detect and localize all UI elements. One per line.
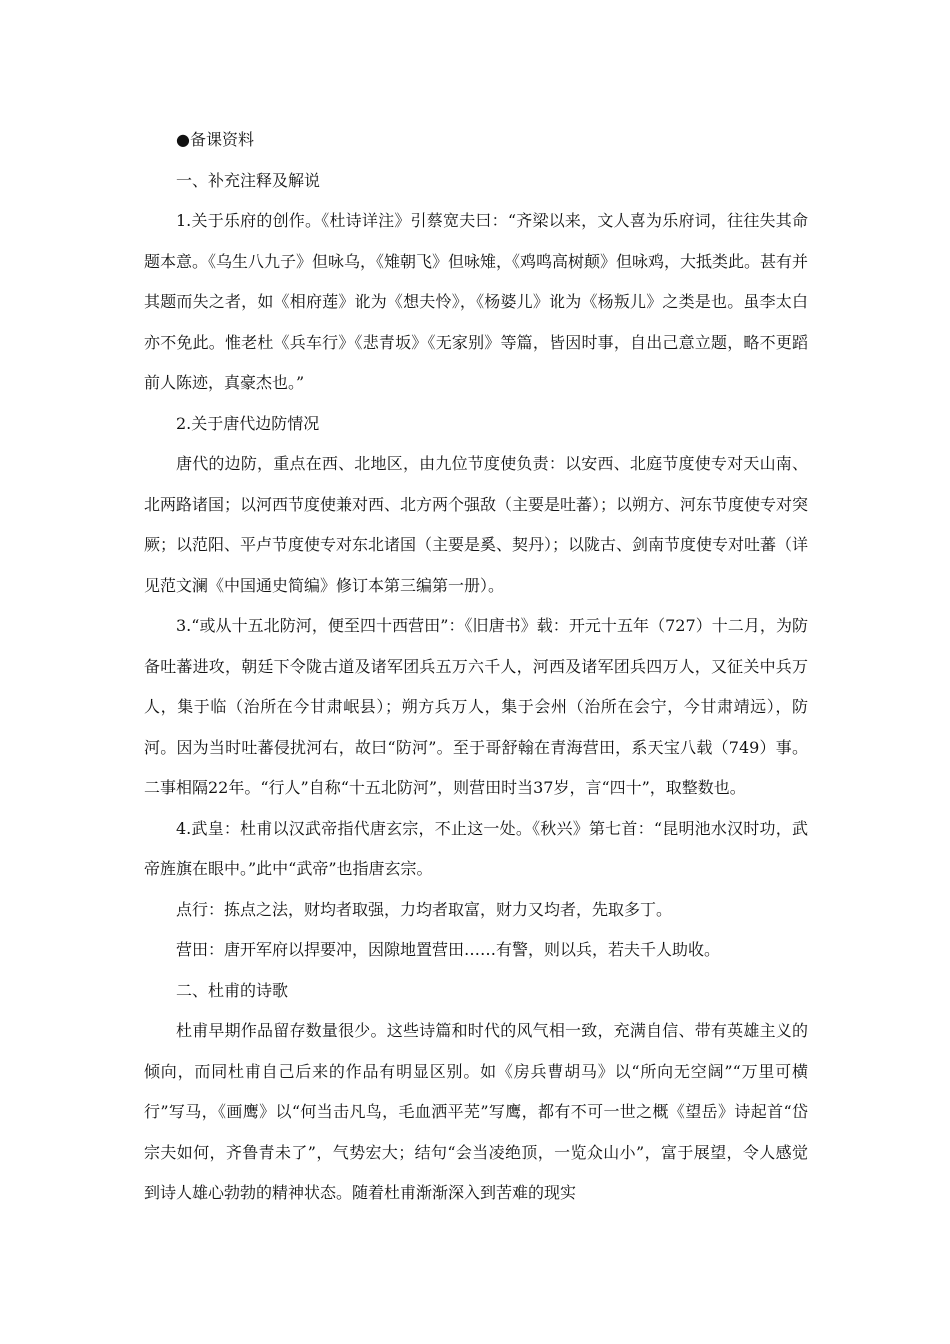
paragraph-border-defense: 唐代的边防，重点在西、北地区，由九位节度使负责：以安西、北庭节度使专对天山南、北两路诸国；以河西节度使兼对西、北方两个强敌（主要是吐蕃）；以朔方、河东节度使专对突厥；以范阳、平卢节度使专对东北诸国（主要是奚、契丹）；以陇古、剑南节度使专对吐蕃（详见范文澜《中国通史简编》修订本第三编第一册）。 <box>144 454 809 595</box>
paragraph-yingtian: 营田：唐开军府以捍要冲，因隙地置营田……有警，则以兵，若夫千人助收。 <box>176 940 721 959</box>
section-heading-prep-materials: ●备课资料 <box>176 130 254 149</box>
paragraph-fanghe-yingtian: 3.“或从十五北防河，便至四十西营田”：《旧唐书》载：开元十五年（727）十二月，为防备吐蕃进攻，朝廷下令陇古道及诸军团兵五万六千人，河西及诸军团兵四万人，又征关中兵万人，集于临（治所在今甘肃岷县）；朔方兵万人，集于会州（治所在会宁，今甘肃靖远），防河。因为当时吐蕃侵扰河右，故曰“防河”。至于哥舒翰在青海营田，系天宝八载（749）事。二事相隔22年。“行人”自称“十五北防河”，则营田时当37岁，言“四十”，取整数也。 <box>144 616 808 797</box>
paragraph-wuhuang: 4.武皇：杜甫以汉武帝指代唐玄宗，不止这一处。《秋兴》第七首：“昆明池水汉时功，武帝旌旗在眼中。”此中“武帝”也指唐玄宗。 <box>144 818 808 878</box>
section-title-notes: 一、补充注释及解说 <box>176 170 321 190</box>
paragraph-yuefu: 1.关于乐府的创作。《杜诗详注》引蔡宽夫曰：“齐梁以来，文人喜为乐府词，往往失其命题本意。《乌生八九子》但咏乌，《雉朝飞》但咏雉，《鸡鸣高树颠》但咏鸡，大抵类此。甚有并其题而失之者，如《相府莲》讹为《想夫怜》，《杨婆儿》讹为《杨叛儿》之类是也。虽李太白亦不免此。惟老杜《兵车行》《悲青坂》《无家别》等篇，皆因时事，自出己意立题，略不更蹈前人陈迹，真豪杰也。” <box>144 211 809 392</box>
document-body <box>144 120 808 1214</box>
paragraph-dianxing: 点行：拣点之法，财均者取强，力均者取富，财力又均者，先取多丁。 <box>176 899 673 919</box>
section-title-dufu-poetry: 二、杜甫的诗歌 <box>176 980 289 1000</box>
subheading-border-defense: 2.关于唐代边防情况 <box>176 413 320 433</box>
paragraph-dufu-early-works: 杜甫早期作品留存数量很少。这些诗篇和时代的风气相一致，充满自信、带有英雄主义的倾向，而同杜甫自己后来的作品有明显区别。如《房兵曹胡马》以“所向无空阔”“万里可横行”写马，《画鹰》以“何当击凡鸟，毛血洒平芜”写鹰，都有不可一世之概《望岳》诗起首“岱宗夫如何，齐鲁青未了”，气势宏大；结句“会当凌绝顶，一览众山小”，富于展望，令人感觉到诗人雄心勃勃的精神状态。随着杜甫渐渐深入到苦难的现实 <box>144 1021 808 1202</box>
